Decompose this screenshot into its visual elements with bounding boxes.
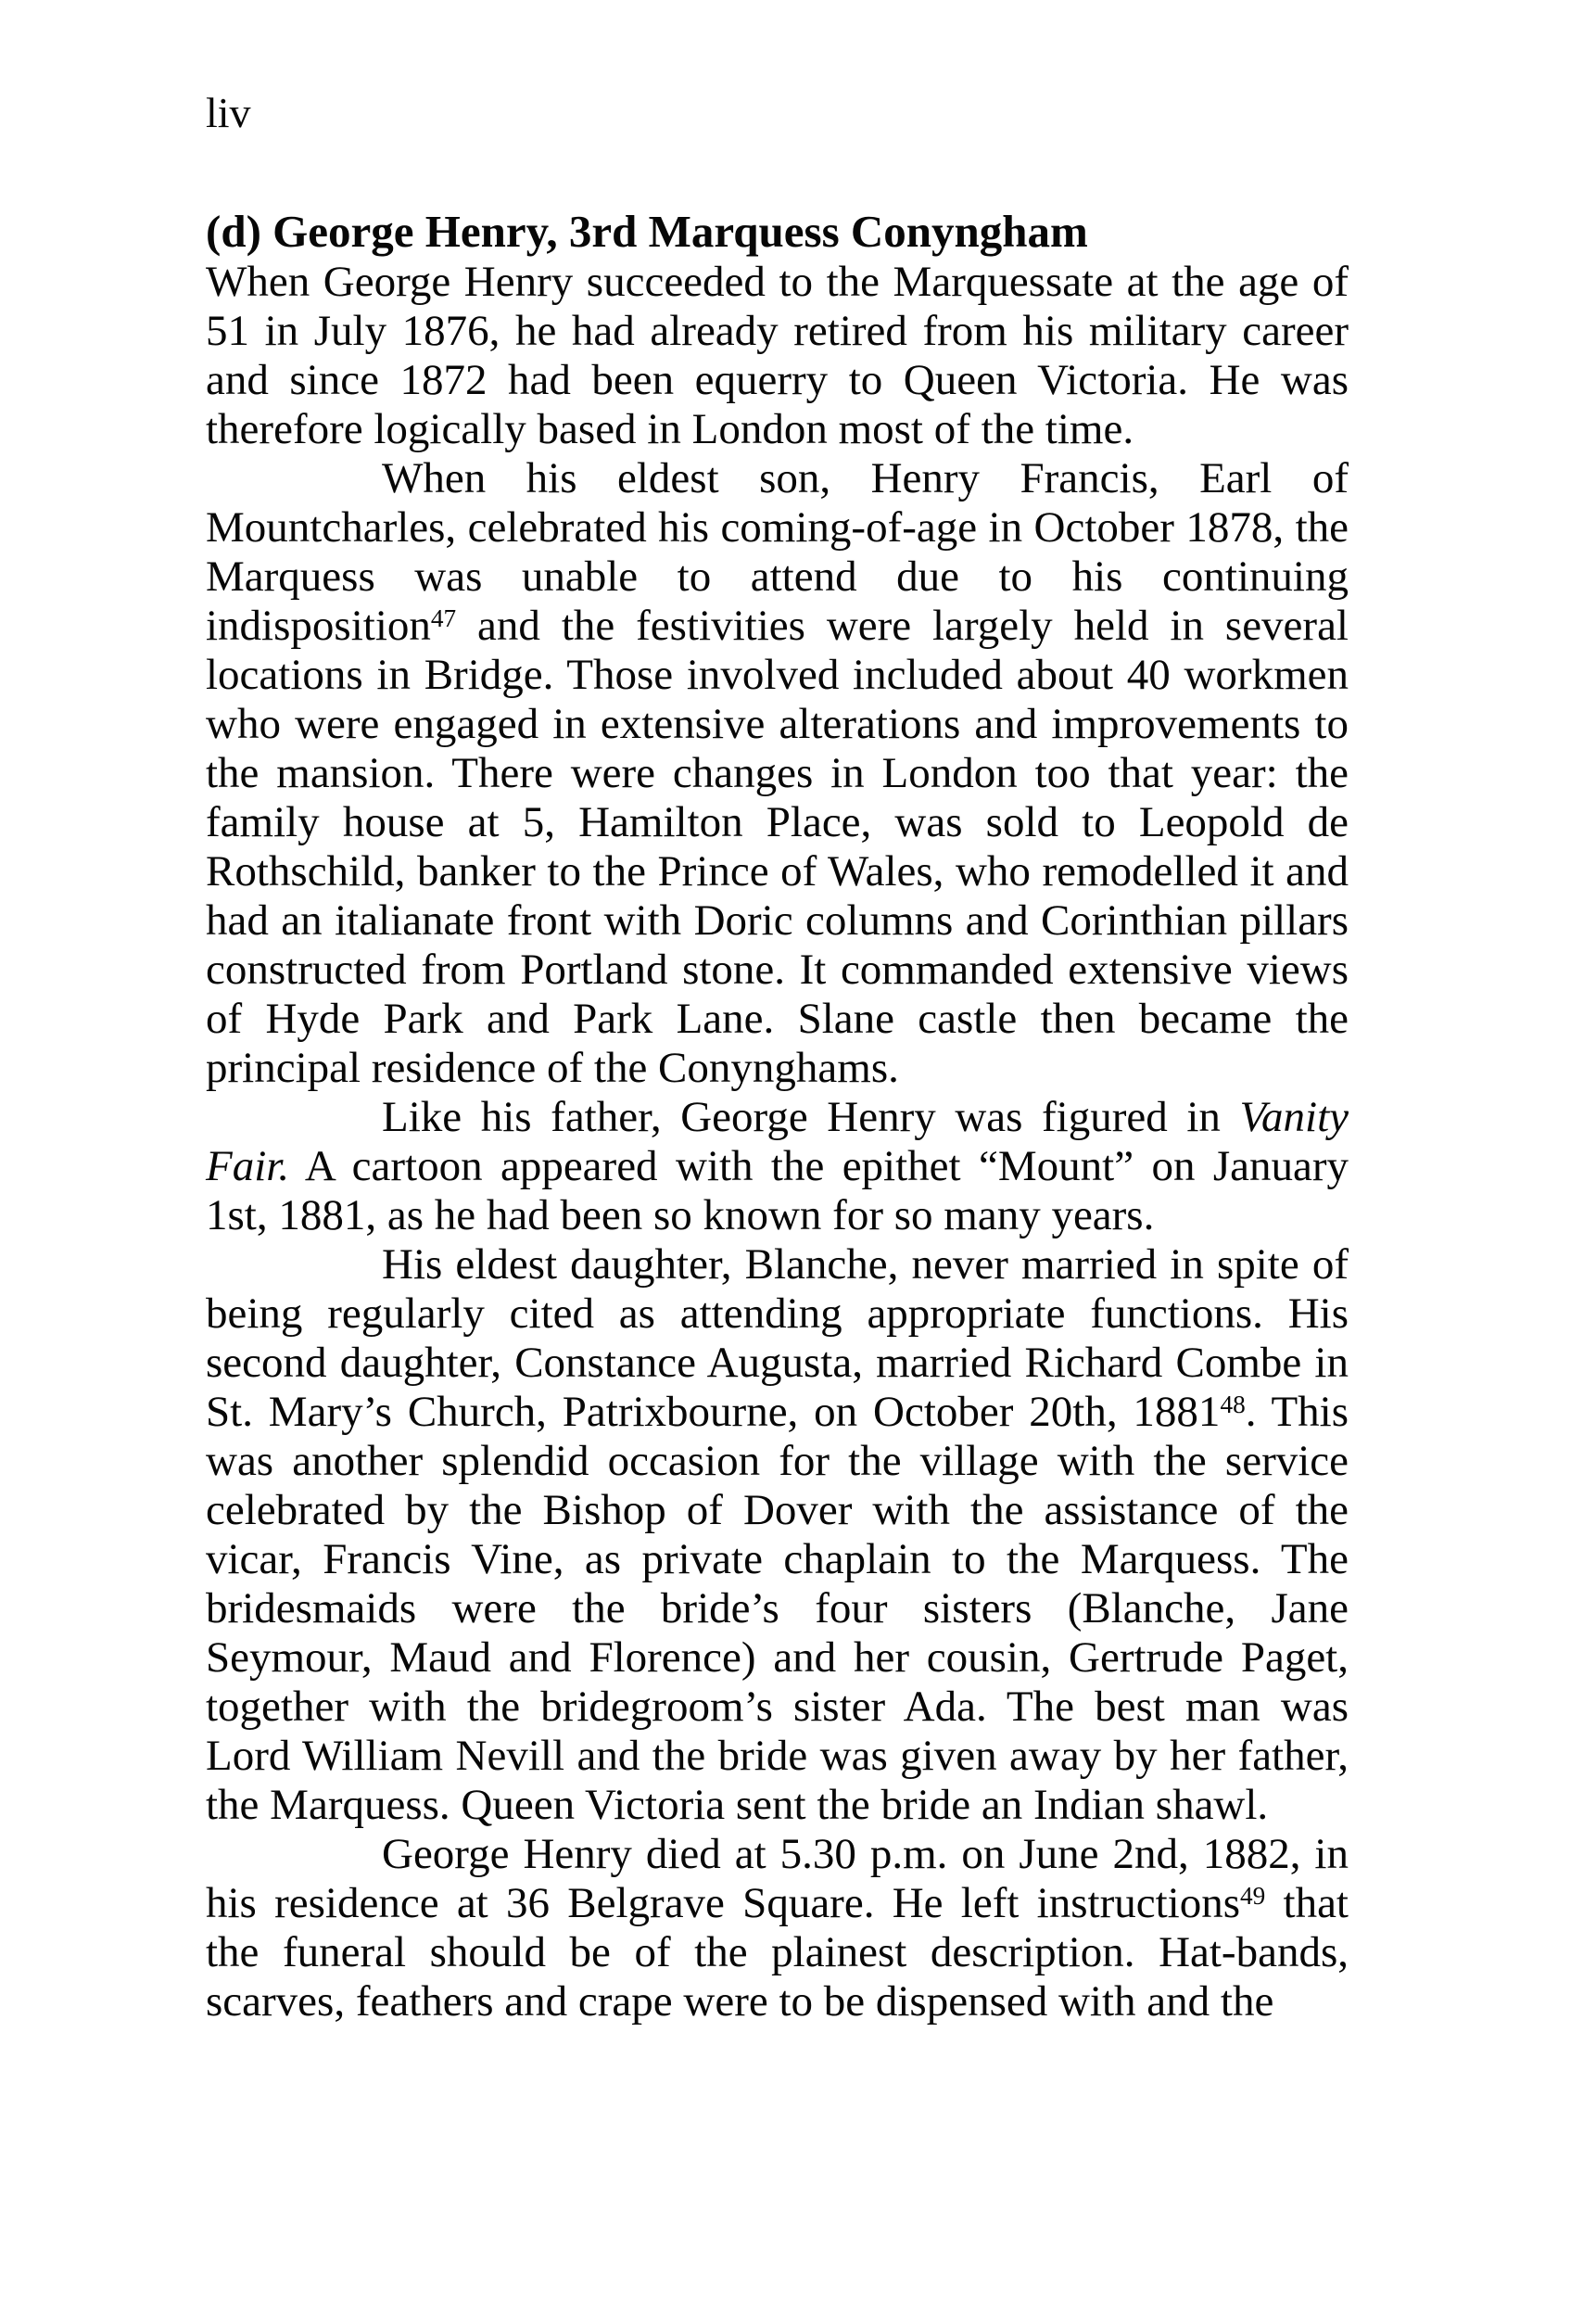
section-heading: (d) George Henry, 3rd Marquess Conyngham	[206, 206, 1088, 257]
page-number: liv	[206, 89, 251, 136]
paragraph	[206, 1240, 1349, 1830]
text-run: When his eldest son, Henry Francis, Earl of Mountcharles, celebrated his coming-of-age in October 1878, the Marquess was unable to attend due to his continuing indisposition	[206, 454, 1349, 650]
footnote-ref: 47	[430, 604, 457, 633]
text-run: His eldest daughter, Blanche, never married in spite of being regularly cited as attending appropriate functions. His second daughter, Constance Augusta, married Richard Combe in St. Mary’s Church, Patrixbourne, on October 20th, 1881	[206, 1240, 1349, 1436]
paragraph	[206, 454, 1349, 1093]
text-run: and the festivities were largely held in several locations in Bridge. Those involved included about 40 workmen who were engaged in extensive alterations and improvements to the mansion. There were changes in London too that year: the family house at 5, Hamilton Place, was sold to Leopold de Rothschild, banker to the Prince of Wales, who remodelled it and had an italianate front with Doric columns and Corinthian pillars constructed from Portland stone. It commanded extensive views of Hyde Park and Park Lane. Slane castle then became the principal residence of the Conynghams.	[206, 602, 1349, 1092]
paragraph	[206, 1830, 1349, 2026]
paragraph	[206, 1093, 1349, 1240]
text-run: Like his father, George Henry was figured in	[382, 1093, 1240, 1141]
text-run: George Henry died at 5.30 p.m. on June 2nd, 1882, in his residence at 36 Belgrave Square. He left instructions	[206, 1830, 1349, 1927]
text-run: . This was another splendid occasion for the village with the service celebrated by the Bishop of Dover with the assistance of the vicar, Francis Vine, as private chaplain to the Marquess. The bridesmaids were the bride’s four sisters (Blanche, Jane Seymour, Maud and Florence) and her cousin, Gertrude Paget, together with the bridegroom’s sister Ada. The best man was Lord William Nevill and the bride was given away by her father, the Marquess. Queen Victoria sent the bride an Indian shawl.	[206, 1388, 1349, 1829]
text-run: that the funeral should be of the plainest description. Hat-bands, scarves, feathers and crape were to be dispensed with and the	[206, 1879, 1349, 2026]
text-run: A cartoon appeared with the epithet “Mount” on January 1st, 1881, as he had been so known for so many years.	[206, 1142, 1349, 1239]
paragraph	[206, 258, 1349, 454]
text-run: When George Henry succeeded to the Marquessate at the age of 51 in July 1876, he had already retired from his military career and since 1872 had been equerry to Queen Victoria. He was therefore logically based in London most of the time.	[206, 258, 1349, 453]
italic-text: Vanity Fair.	[206, 1093, 1349, 1190]
page-content	[206, 205, 1349, 2026]
footnote-ref: 49	[1240, 1882, 1266, 1911]
body-text	[206, 258, 1349, 2026]
footnote-ref: 48	[1220, 1391, 1246, 1419]
